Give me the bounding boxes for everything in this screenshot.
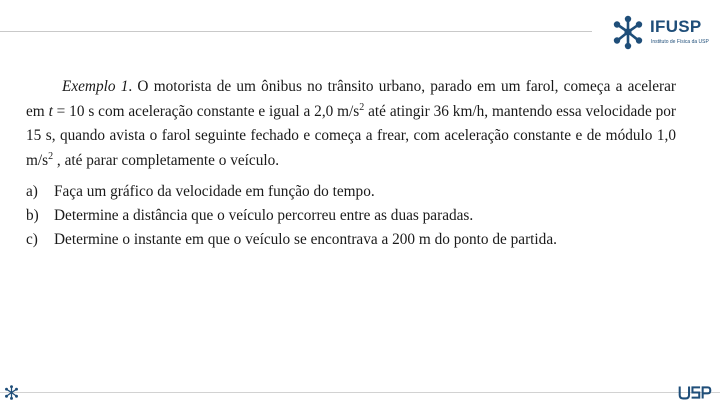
statement-text-4: , até parar completamente o veículo.	[53, 151, 280, 169]
example-title-punct: .	[128, 78, 133, 95]
ifusp-small-icon	[4, 385, 19, 400]
header-divider	[0, 31, 592, 32]
question-label: c)	[26, 231, 38, 248]
question-label: a)	[26, 183, 38, 200]
statement-text-1: O motorista de um ônibus no trânsito urbano, parado em um farol, começa a acelerar em	[26, 78, 676, 120]
question-text: Faça um gráfico da velocidade em função do tempo.	[54, 183, 375, 200]
logo-subtitle: Instituto de Física da USP	[651, 39, 709, 45]
example-statement	[26, 75, 676, 173]
usp-logo	[678, 384, 712, 401]
ifusp-molecule-icon	[610, 14, 646, 50]
exponent-1: 2	[359, 101, 365, 113]
statement-text-2: = 10 s com aceleração constante e igual a 2,0 m/s	[52, 102, 360, 120]
ifusp-logo	[610, 12, 714, 52]
statement-text-3: até atingir 36 km/h, mantendo essa velocidade por 15 s, quando avista o farol seguinte fechado e começa a frear, com aceleração constante e de módulo 1,0 m/s	[26, 102, 676, 169]
list-item	[26, 228, 676, 252]
example-title: Exemplo 1	[62, 78, 129, 95]
exercise-content	[26, 75, 676, 252]
question-text: Determine a distância que o veículo percorreu entre as duas paradas.	[54, 207, 474, 224]
footer-divider	[0, 392, 720, 393]
list-item	[26, 180, 676, 204]
question-label: b)	[26, 207, 39, 224]
question-text: Determine o instante em que o veículo se encontrava a 200 m do ponto de partida.	[54, 231, 557, 248]
exponent-2: 2	[48, 150, 54, 162]
question-list	[26, 180, 676, 252]
variable-t: t	[48, 102, 53, 120]
list-item	[26, 204, 676, 228]
logo-wordmark: IFUSP	[650, 17, 702, 36]
